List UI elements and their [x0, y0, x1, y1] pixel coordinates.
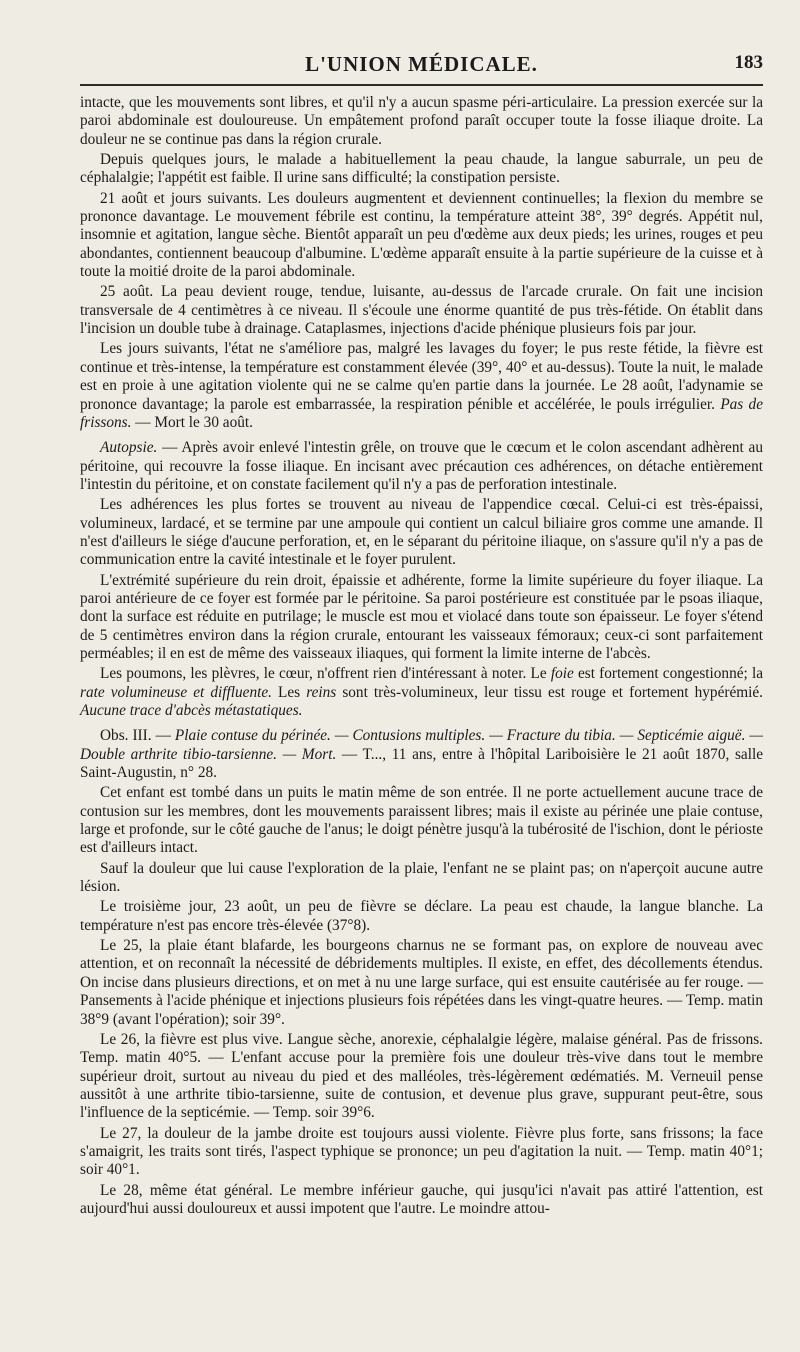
journal-title: L'UNION MÉDICALE.: [305, 52, 538, 76]
paragraph: 25 août. La peau devient rouge, tendue, luisante, au-dessus de l'arcade crurale. On fait une incision transversale de 4 centimètres à ce niveau. Il s'écoule une énorme quantité de pus très-fétide. On établit dans l'incision un double tube à drainage. Cataplasmes, injections d'acide phénique plusieurs fois par jour.: [80, 283, 763, 338]
page-number: 183: [734, 52, 763, 73]
paragraph: L'extrémité supérieure du rein droit, épaissie et adhérente, forme la limite supérieure du foyer iliaque. La paroi antérieure de ce foyer est formée par le péritoine. Sa paroi postérieure est constituée par le psoas iliaque, dont la surface est réduite en putrilage; le muscle est mou et violacé dans toute son épaisseur. Le foyer s'étend de 5 centimètres environ dans la région crurale, entourant les vaisseaux fémoraux; ceux-ci sont parfaitement perméables; il en est de même des vaisseaux iliaques, qui forment la limite interne de l'abcès.: [80, 571, 763, 662]
body-text: [80, 94, 763, 1218]
paragraph: Les jours suivants, l'état ne s'améliore pas, malgré les lavages du foyer; le pus reste fétide, la fièvre est continue et très-intense, la température est constamment élevée (39°, 40° et au-dessus). Toute la nuit, le malade est en proie à une agitation violente qui ne se calme qu'en partie dans la journée. Le 28 août, l'adynamie se prononce davantage; la parole est embarrassée, la respiration pénible et accélérée, le pouls irrégulier. Pas de frissons. — Mort le 30 août.: [80, 340, 763, 431]
paragraph: Le 26, la fièvre est plus vive. Langue sèche, anorexie, céphalalgie légère, malaise général. Pas de frissons. Temp. matin 40°5. — L'enfant accuse pour la première fois une douleur très-vive dans tout le membre supérieur droit, surtout au niveau du pied et des malléoles, très-légèrement œdématiés. M. Verneuil pense aussitôt à une arthrite tibio-tarsienne, suite de contusion, et devenue plus grave, suppurant peut-être, sous l'influence de la septicémie. — Temp. soir 39°6.: [80, 1030, 763, 1122]
paragraph-autopsie: Autopsie. — Après avoir enlevé l'intestin grêle, on trouve que le cœcum et le colon ascendant adhèrent au péritoine, qui recouvre la fosse iliaque. En incisant avec précaution ces adhérences, on détache entièrement l'intestin du péritoine, et on constate facilement qu'il n'y a pas de perforation intestinale.: [80, 439, 763, 493]
paragraph: Depuis quelques jours, le malade a habituellement la peau chaude, la langue saburrale, un peu de céphalalgie; l'appétit est faible. Il urine sans difficulté; la constipation persiste.: [80, 151, 763, 187]
paragraph: Cet enfant est tombé dans un puits le matin même de son entrée. Il ne porte actuellement aucune trace de contusion sur les membres, dont les mouvements paraissent libres; mais il existe au périnée une plaie contuse, large et profonde, sur le côté gauche de l'anus; le doigt pénètre jusqu'à la tubérosité de l'ischion, dont le périoste est d'ailleurs intact.: [80, 784, 763, 857]
page-header: [80, 48, 763, 86]
paragraph: Le 25, la plaie étant blafarde, les bourgeons charnus ne se formant pas, on explore de nouveau avec attention, et on reconnaît la nécessité de débridements multiples. Il existe, en effet, des décollements étendus. On incise dans plusieurs directions, et on met à nu une large surface, qui est ensuite cautérisée au fer rouge. — Pansements à l'acide phénique et injections plusieurs fois répétées dans les vingt-quatre heures. — Temp. matin 38°9 (avant l'opération); soir 39°.: [80, 937, 763, 1028]
paragraph-observation-heading: Obs. III. — Plaie contuse du périnée. — Contusions multiples. — Fracture du tibia. — Septicémie aiguë. — Double arthrite tibio-tarsienne. — Mort. — T..., 11 ans, entre à l'hôpital Lariboisière le 21 août 1870, salle Saint-Augustin, n° 28.: [80, 727, 763, 782]
paragraph: Les poumons, les plèvres, le cœur, n'offrent rien d'intéressant à noter. Le foie est fortement congestionné; la rate volumineuse et diffluente. Les reins sont très-volumineux, leur tissu est rouge et fortement hypérémié. Aucune trace d'abcès métastatiques.: [80, 665, 764, 719]
paragraph: intacte, que les mouvements sont libres, et qu'il n'y a aucun spasme péri-articulaire. La pression exercée sur la paroi abdominale est douloureuse. Un empâtement profond paraît occuper toute la fosse iliaque droite. La douleur ne se continue pas dans la région crurale.: [80, 94, 763, 148]
paragraph: 21 août et jours suivants. Les douleurs augmentent et deviennent continuelles; la flexion du membre se prononce davantage. Le mouvement fébrile est continu, la température atteint 38°, 39° degrés. Appétit nul, insomnie et agitation, langue sèche. Bientôt apparaît un peu d'œdème aux deux pieds; les urines, rouges et peu abondantes, contiennent beaucoup d'albumine. L'œdème apparaît ensuite à la partie supérieure de la cuisse et à toute la moitié droite de la paroi abdominale.: [80, 189, 763, 281]
paragraph: Sauf la douleur que lui cause l'exploration de la plaie, l'enfant ne se plaint pas; on n'aperçoit aucune autre lésion.: [80, 859, 763, 896]
paragraph: Les adhérences les plus fortes se trouvent au niveau de l'appendice cœcal. Celui-ci est très-épaissi, volumineux, lardacé, et se termine par une ampoule qui contient un calcul biliaire gros comme une amande. Il n'est d'ailleurs le siége d'aucune perforation, et, en le séparant du péritoine iliaque, on s'assure qu'il n'y a pas de communication entre la cavité intestinale et le foyer purulent.: [80, 496, 763, 569]
paragraph: Le 27, la douleur de la jambe droite est toujours aussi violente. Fièvre plus forte, sans frissons; la face s'amaigrit, les traits sont tirés, l'aspect typhique se prononce; un peu d'agitation la nuit. — Temp. matin 40°1; soir 40°1.: [80, 1124, 763, 1179]
paragraph: Le troisième jour, 23 août, un peu de fièvre se déclare. La peau est chaude, la langue blanche. La température n'est pas encore très-élevée (37°8).: [80, 898, 763, 934]
paragraph: Le 28, même état général. Le membre inférieur gauche, qui jusqu'ici n'avait pas attiré l'attention, est aujourd'hui aussi douloureux et aussi impotent que l'autre. Le moindre attou-: [80, 1181, 763, 1217]
